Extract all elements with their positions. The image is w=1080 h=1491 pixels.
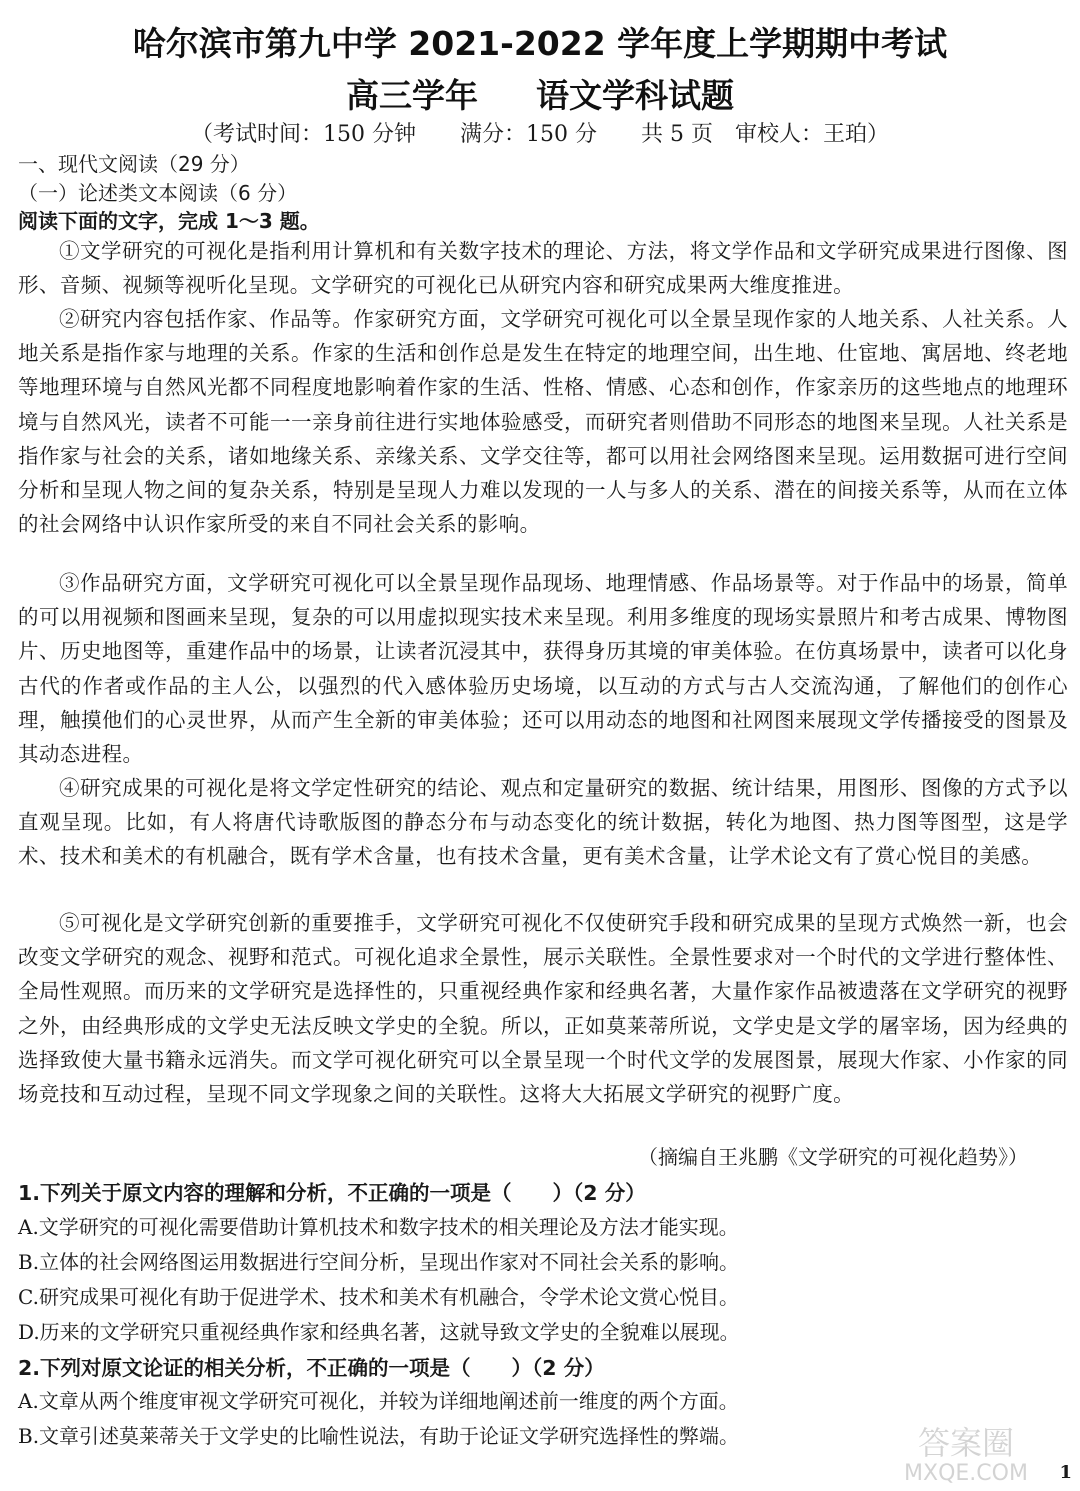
reading-instruction: 阅读下面的文字，完成 1～3 题。 — [18, 209, 320, 233]
exam-info: （考试时间：150 分钟 满分：150 分 共 5 页 审校人：王珀） — [191, 122, 889, 147]
question-1-option-b: B.立体的社会网络图运用数据进行空间分析，呈现出作家对不同社会关系的影响。 — [18, 1250, 740, 1274]
exam-title: 哈尔滨市第九中学 2021-2022 学年度上学期期中考试 — [132, 24, 948, 63]
question-2-option-a: A.文章从两个维度审视文学研究可视化，并较为详细地阐述前一维度的两个方面。 — [18, 1389, 739, 1413]
passage-paragraph-3: ③作品研究方面，文学研究可视化可以全景呈现作品现场、地理情感、作品场景等。对于作品中的场景，简单的可以用视频和图画来呈现，复杂的可以用虚拟现实技术来呈现。利用多维度的现场实景照片和考古成果、博物图片、历史地图等，重建作品中的场景，让读者沉浸其中，获得身历其境的审美体验。在仿真场景中，读者可以化身古代的作者或作品的主人公，以强烈的代入感体验历史场境，以互动的方式与古人交流沟通，了解他们的创作心理，触摸他们的心灵世界，从而产生全新的审美体验；还可以用动态的地图和社网图来展现文学传播接受的图景及其动态进程。 — [18, 571, 1068, 767]
passage-paragraph-5: ⑤可视化是文学研究创新的重要推手，文学研究可视化不仅使研究手段和研究成果的呈现方式焕然一新，也会改变文学研究的观念、视野和范式。可视化追求全景性，展示关联性。全景性要求对一个时代的文学进行整体性、全局性观照。而历来的文学研究是选择性的，只重视经典作家和经典名著，大量作家作品被遗落在文学研究的视野之外，由经典形成的文学史无法反映文学史的全貌。所以，正如莫莱蒂所说，文学史是文学的屠宰场，因为经典的选择致使大量书籍永远消失。而文学可视化研究可以全景呈现一个时代文学的发展图景，展现大作家、小作家的同场竞技和互动过程，呈现不同文学现象之间的关联性。这将大大拓展文学研究的视野广度。 — [18, 911, 1068, 1107]
logo-url: MXQE.COM — [904, 1461, 1028, 1486]
logo-text: 答案圈 — [917, 1424, 1015, 1462]
watermark-logo-icon — [866, 1420, 1066, 1486]
subsection-heading: （一）论述类文本阅读（6 分） — [18, 181, 298, 205]
question-1-option-c: C.研究成果可视化有助于促进学术、技术和美术有机融合，令学术论文赏心悦目。 — [18, 1285, 739, 1309]
question-1-option-d: D.历来的文学研究只重视经典作家和经典名著，这就导致文学史的全貌难以展现。 — [18, 1320, 740, 1344]
exam-subtitle — [0, 70, 1080, 117]
grade-label: 高三学年 — [346, 76, 478, 115]
passage-source: （摘编自王兆鹏《文学研究的可视化趋势》） — [638, 1145, 1028, 1169]
passage-paragraph-1: ①文学研究的可视化是指利用计算机和有关数字技术的理论、方法，将文学作品和文学研究成果进行图像、图形、音频、视频等视听化呈现。文学研究的可视化已从研究内容和研究成果两大维度推进。 — [18, 239, 1068, 298]
question-1-option-a: A.文学研究的可视化需要借助计算机技术和数字技术的相关理论及方法才能实现。 — [18, 1215, 739, 1239]
page-number: 1 — [1059, 1462, 1072, 1483]
section-heading: 一、现代文阅读（29 分） — [18, 152, 250, 176]
question-1-stem: 1.下列关于原文内容的理解和分析，不正确的一项是（ ）（2 分） — [18, 1181, 646, 1205]
question-2-option-b: B.文章引述莫莱蒂关于文学史的比喻性说法，有助于论证文学研究选择性的弊端。 — [18, 1424, 740, 1448]
question-2-stem: 2.下列对原文论证的相关分析，不正确的一项是（ ）（2 分） — [18, 1356, 605, 1380]
passage-paragraph-4: ④研究成果的可视化是将文学定性研究的结论、观点和定量研究的数据、统计结果，用图形、图像的方式予以直观呈现。比如，有人将唐代诗歌版图的静态分布与动态变化的统计数据，转化为地图、热力图等图型，这是学术、技术和美术的有机融合，既有学术含量，也有技术含量，更有美术含量，让学术论文有了赏心悦目的美感。 — [18, 776, 1068, 869]
subject-label: 语文学科试题 — [536, 76, 734, 115]
passage-paragraph-2: ②研究内容包括作家、作品等。作家研究方面，文学研究可视化可以全景呈现作家的人地关系、人社关系。人地关系是指作家与地理的关系。作家的生活和创作总是发生在特定的地理空间，出生地、仕宦地、寓居地、终老地等地理环境与自然风光都不同程度地影响着作家的生活、性格、情感、心态和创作，作家亲历的这些地点的地理环境与自然风光，读者不可能一一亲身前往进行实地体验感受，而研究者则借助不同形态的地图来呈现。人社关系是指作家与社会的关系，诸如地缘关系、亲缘关系、文学交往等，都可以用社会网络图来呈现。运用数据可进行空间分析和呈现人物之间的复杂关系，特别是呈现人力难以发现的一人与多人的关系、潜在的间接关系等，从而在立体的社会网络中认识作家所受的来自不同社会关系的影响。 — [18, 307, 1068, 537]
